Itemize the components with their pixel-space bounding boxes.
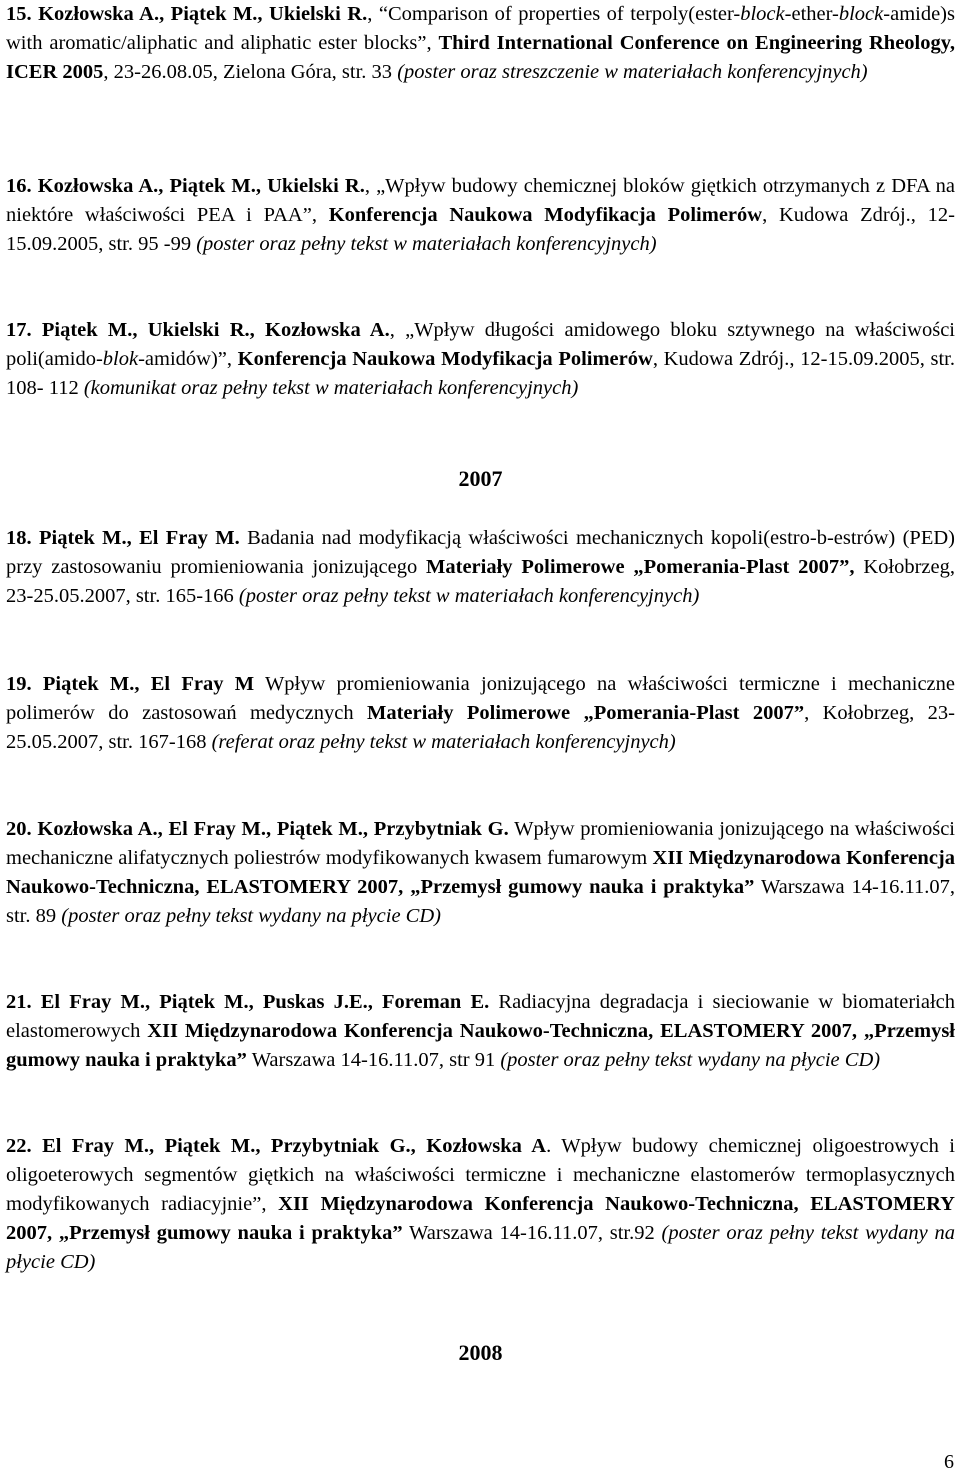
- body-text: , „Wpływ budowy chemicznej bloków giętkich otrzymanych z DFA na niektóre właściwości PEA i PAA”,: [6, 175, 955, 226]
- bold-text: 17. Piątek M., Ukielski R., Kozłowska A.: [6, 319, 390, 341]
- italic-note: block: [740, 3, 785, 25]
- bibliography-entry-22: [6, 1132, 955, 1277]
- body-text: Warszawa 14-16.11.07, str 91: [246, 1049, 501, 1071]
- year-heading-2008: 2008: [458, 1340, 503, 1365]
- bold-text: 18. Piątek M., El Fray M.: [6, 527, 240, 549]
- body-text: , Kudowa Zdrój., 12-15.09.2005, str. 95 -99: [6, 204, 955, 255]
- italic-note: (poster oraz pełny tekst w materiałach konferencyjnych): [196, 233, 657, 255]
- bold-text: 15. Kozłowska A., Piątek M., Ukielski R.: [6, 3, 368, 25]
- bibliography-entry-18: [6, 524, 955, 611]
- body-text: Badania nad modyfikacją właściwości mechanicznych kopoli(estro-b-estrów) (PED) przy zastosowaniu promieniowania jonizującego: [6, 527, 955, 578]
- body-text: -amide)s with aromatic/aliphatic and aliphatic ester blocks”,: [6, 3, 955, 54]
- bold-text: Konferencja Naukowa Modyfikacja Polimerów: [237, 348, 653, 370]
- body-text: -ether-: [784, 3, 839, 25]
- italic-note: (poster oraz pełny tekst wydany na płycie CD): [500, 1049, 881, 1071]
- body-text: , Kołobrzeg, 23-25.05.2007, str. 167-168: [6, 702, 955, 753]
- body-text: , „Wpływ długości amidowego bloku sztywnego na właściwości poli(amido-: [6, 319, 955, 370]
- bibliography-entry-21: [6, 988, 955, 1075]
- bold-text: Materiały Polimerowe „Pomerania-Plast 2007”,: [426, 556, 855, 578]
- italic-note: (poster oraz pełny tekst w materiałach konferencyjnych): [238, 585, 700, 607]
- body-text: , 23-26.08.05, Zielona Góra, str. 33: [103, 61, 398, 83]
- bold-text: 20. Kozłowska A., El Fray M., Piątek M., Przybytniak G.: [6, 818, 509, 840]
- bold-text: Materiały Polimerowe „Pomerania-Plast 2007”: [366, 702, 805, 724]
- bold-text: 21. El Fray M., Piątek M., Puskas J.E., Foreman E.: [6, 991, 490, 1013]
- italic-note: (referat oraz pełny tekst w materiałach konferencyjnych): [211, 731, 676, 753]
- body-text: Wpływ promieniowania jonizującego na właściwości termiczne i mechaniczne polimerów do zastosowań medycznych: [6, 673, 955, 724]
- bold-text: 16. Kozłowska A., Piątek M., Ukielski R.: [6, 175, 365, 197]
- bold-text: Konferencja Naukowa Modyfikacja Polimerów: [328, 204, 763, 226]
- body-text: Warszawa 14-16.11.07, str. 89: [6, 876, 955, 927]
- bold-text: XII Międzynarodowa Konferencja Naukowo-Techniczna, ELASTOMERY 2007, „Przemysł gumowy nauka i praktyka”: [6, 847, 956, 898]
- bold-text: XII Międzynarodowa Konferencja Naukowo-Techniczna, ELASTOMERY 2007, „Przemysł gumowy nauka i praktyka”: [6, 1020, 955, 1071]
- italic-note: block: [838, 3, 884, 25]
- body-text: , “Comparison of properties of terpoly(ester-: [367, 3, 741, 25]
- italic-note: (poster oraz pełny tekst wydany na płycie CD): [6, 1222, 955, 1273]
- italic-note: blok: [102, 348, 139, 370]
- body-text: Warszawa 14-16.11.07, str.92: [402, 1222, 662, 1244]
- body-text: Kołobrzeg, 23-25.05.2007, str. 165-166: [6, 556, 955, 607]
- italic-note: (poster oraz streszczenie w materiałach konferencyjnych): [397, 61, 868, 83]
- bibliography-entry-17: [6, 316, 955, 403]
- body-text: Wpływ promieniowania jonizującego na właściwości mechaniczne alifatycznych poliestrów modyfikowanych kwasem fumarowym: [6, 818, 955, 869]
- body-text: . Wpływ budowy chemicznej oligoestrowych i oligoeterowych segmentów giętkich na właściwości termiczne i mechaniczne elastomerów termoplasycznych modyfikowanych radiacyjnie”,: [6, 1135, 955, 1215]
- bibliography-entry-16: [6, 172, 955, 259]
- bibliography-entry-20: [6, 815, 955, 931]
- bold-text: 19. Piątek M., El Fray M: [6, 673, 255, 695]
- page-number: 6: [944, 1451, 954, 1473]
- bold-text: Third International Conference on Engineering Rheology, ICER 2005: [6, 32, 955, 83]
- bibliography-entry-15: [6, 0, 955, 87]
- bold-text: 22. El Fray M., Piątek M., Przybytniak G., Kozłowska A: [6, 1135, 547, 1157]
- body-text: -amidów)”,: [138, 348, 238, 370]
- bibliography-entry-19: [6, 670, 955, 757]
- italic-note: (poster oraz pełny tekst wydany na płycie CD): [61, 905, 441, 927]
- bold-text: XII Międzynarodowa Konferencja Naukowo-Techniczna, ELASTOMERY 2007, „Przemysł gumowy nauka i praktyka”: [6, 1193, 955, 1244]
- body-text: , Kudowa Zdrój., 12-15.09.2005, str. 108- 112: [6, 348, 955, 399]
- italic-note: (komunikat oraz pełny tekst w materiałach konferencyjnych): [83, 377, 579, 399]
- year-heading-2007: 2007: [458, 466, 503, 491]
- body-text: Radiacyjna degradacja i sieciowanie w biomateriałch elastomerowych: [6, 991, 956, 1042]
